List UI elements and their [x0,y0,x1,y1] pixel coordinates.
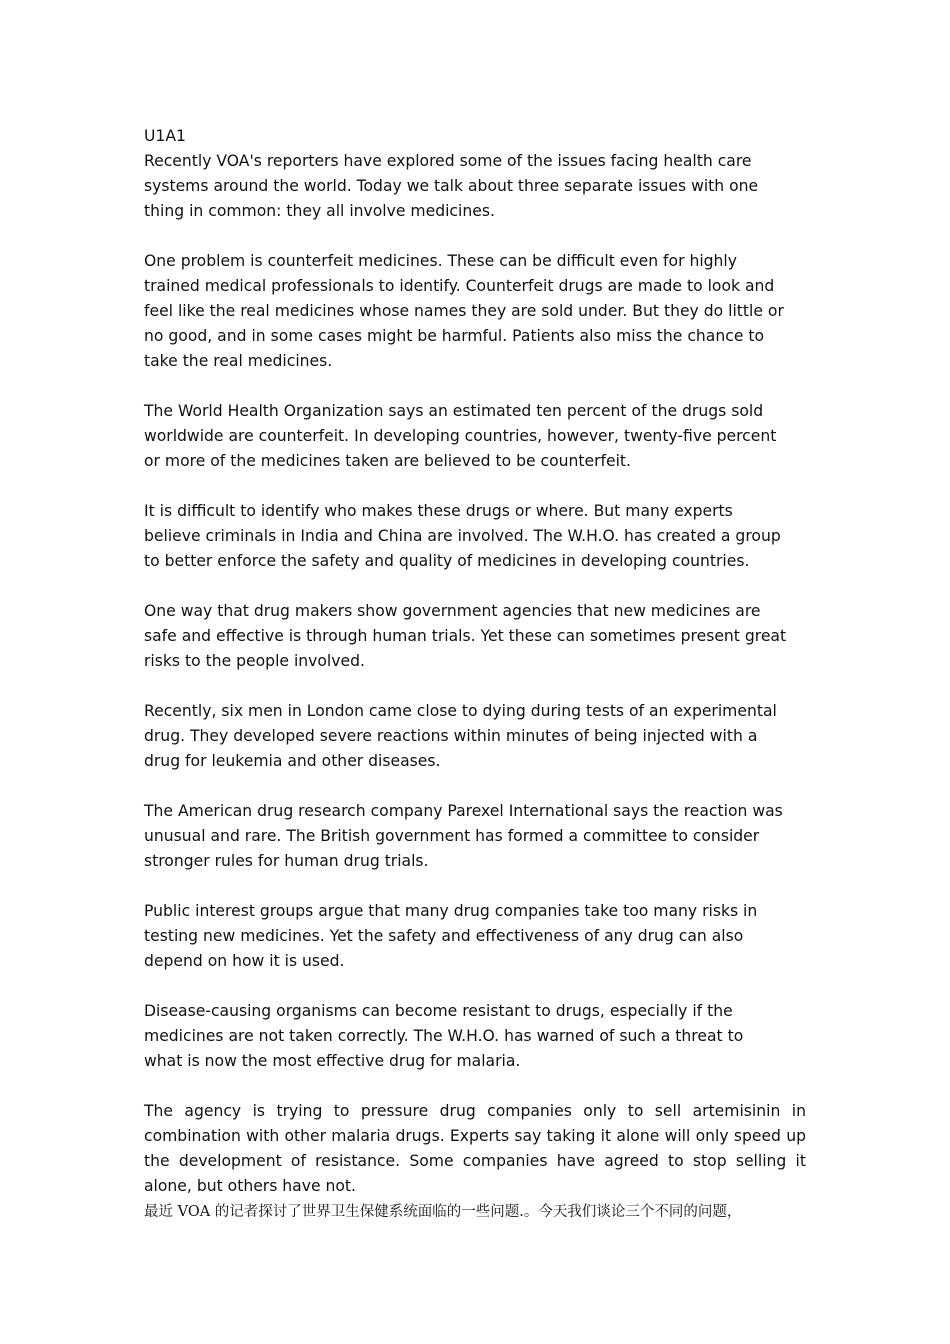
paragraph-6 [144,699,806,774]
paragraph-7 [144,799,806,874]
paragraph-line: One problem is counterfeit medicines. These can be difficult even for highly [144,252,737,270]
chinese-translation-line: 最近 VOA 的记者探讨了世界卫生保健系统面临的一些问题.。今天我们谈论三个不同的问题， [144,1204,742,1220]
paragraph-line: worldwide are counterfeit. In developing countries, however, twenty-five percent [144,427,777,445]
paragraph-line: Recently VOA's reporters have explored some of the issues facing health care [144,152,752,170]
paragraph-line: feel like the real medicines whose names they are sold under. But they do little or [144,302,784,320]
paragraph-line: It is difficult to identify who makes these drugs or where. But many experts [144,502,733,520]
paragraph-10: The agency is trying to pressure drug companies only to sell artemisinin in combination with other malaria drugs. Experts say taking it alone will only speed up the development of resistance. Some companies have agreed to stop selling it alone, but others have not. [144,1102,806,1195]
paragraph-line: unusual and rare. The British government has formed a committee to consider [144,827,760,845]
paragraph-line: drug. They developed severe reactions within minutes of being injected with a [144,727,758,745]
paragraph-line: drug for leukemia and other diseases. [144,752,441,770]
paragraph-line: safe and effective is through human trials. Yet these can sometimes present great [144,627,787,645]
paragraph-line: take the real medicines. [144,352,333,370]
paragraph-line: One way that drug makers show government agencies that new medicines are [144,602,761,620]
paragraph-9 [144,999,806,1074]
paragraph-line: The American drug research company Parexel International says the reaction was [144,802,783,820]
paragraph-3 [144,399,806,474]
document-page [144,124,806,1225]
paragraph-line: testing new medicines. Yet the safety and effectiveness of any drug can also [144,927,744,945]
paragraph-line: Public interest groups argue that many drug companies take too many risks in [144,902,758,920]
paragraph-line: Disease-causing organisms can become resistant to drugs, especially if the [144,1002,733,1020]
paragraph-line: or more of the medicines taken are believed to be counterfeit. [144,452,631,470]
paragraph-line: systems around the world. Today we talk about three separate issues with one [144,177,759,195]
paragraph-line: The World Health Organization says an estimated ten percent of the drugs sold [144,402,764,420]
paragraph-line: no good, and in some cases might be harmful. Patients also miss the chance to [144,327,765,345]
paragraph-line: medicines are not taken correctly. The W.H.O. has warned of such a threat to [144,1027,744,1045]
paragraph-line: risks to the people involved. [144,652,365,670]
document-heading: U1A1 [144,127,186,145]
paragraph-4 [144,499,806,574]
paragraph-line: believe criminals in India and China are involved. The W.H.O. has created a group [144,527,781,545]
paragraph-line: what is now the most effective drug for malaria. [144,1052,521,1070]
paragraph-1 [144,149,806,224]
paragraph-line: depend on how it is used. [144,952,345,970]
paragraph-2 [144,249,806,374]
paragraph-8 [144,899,806,974]
paragraph-line: to better enforce the safety and quality of medicines in developing countries. [144,552,750,570]
paragraph-line: Recently, six men in London came close to dying during tests of an experimental [144,702,777,720]
paragraph-line: stronger rules for human drug trials. [144,852,429,870]
paragraph-line: trained medical professionals to identify. Counterfeit drugs are made to look and [144,277,775,295]
paragraph-line: thing in common: they all involve medicines. [144,202,495,220]
paragraph-5 [144,599,806,674]
